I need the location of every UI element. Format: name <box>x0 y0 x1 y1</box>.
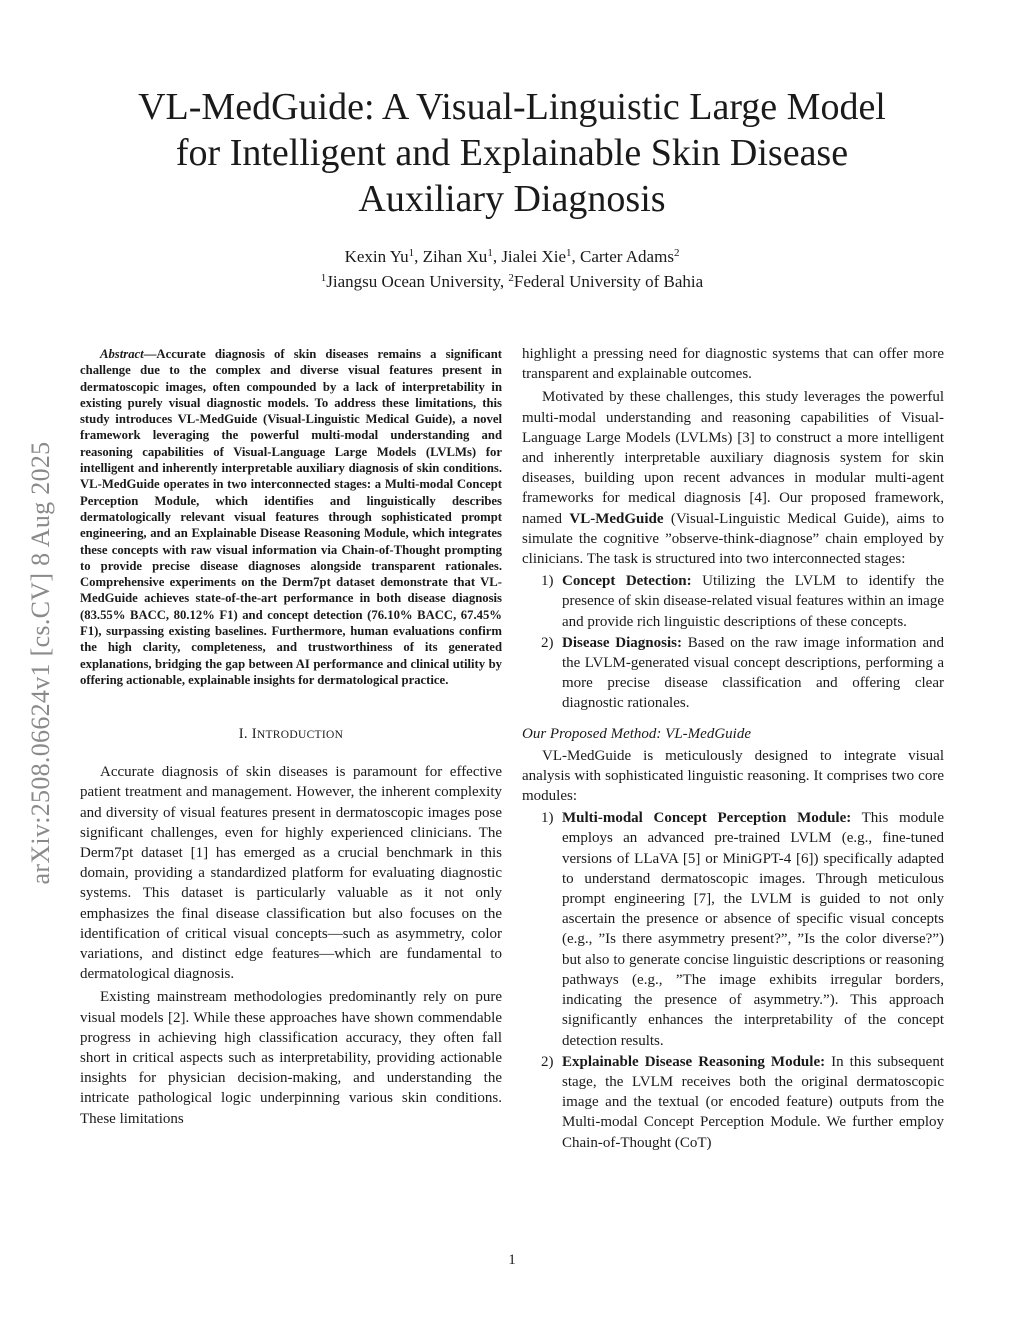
author-affil-mark: 1 <box>565 247 572 259</box>
affiliation-mark: 2 <box>508 272 514 284</box>
intro-paragraph: Accurate diagnosis of skin diseases is paramount for effective patient treatment and management. However, the inherent complexity and diversity of visual features present in dermatoscopic images pose significant challenges, even for highly experienced clinicians. The Derm7pt dataset [1] has emerged as a crucial benchmark in this domain, providing a standardized platform for evaluating diagnostic systems. This dataset is particularly valuable as it not only emphasizes the final disease classification but also focuses on the identification of critical visual concepts—such as asymmetry, color variations, and distinct edge features—which are fundamental to dermatological diagnosis. <box>80 764 502 983</box>
list-item <box>522 808 944 1050</box>
affiliation-list: $^1$Jiangsu Ocean University, $^2$Federal University of Bahia <box>320 272 704 291</box>
paper-title <box>80 84 944 222</box>
affiliation-mark: 1 <box>320 272 327 284</box>
author-name: Carter Adams <box>579 247 674 266</box>
module-list <box>522 808 944 1152</box>
abstract <box>80 346 502 688</box>
title-line: for Intelligent and Explainable Skin Disease <box>175 132 849 174</box>
title-line: VL-MedGuide: A Visual-Linguistic Large Model <box>138 86 886 128</box>
right-column <box>522 344 944 1154</box>
body-text: (Visual-Linguistic Medical Guide), aims to simulate the cognitive ”observe-think-diagnose” chain employed by clinicians. The task is structured into two interconnected stages: <box>522 510 944 568</box>
body-text: Motivated by these challenges, this study leverages the powerful multi-modal understanding and reasoning capabilities of Visual-Language Large Models (LVLMs) [3] to construct a more intelligent and inherently interpretable auxiliary diagnosis system for skin diseases, building upon recent advances in modular multi-agent frameworks for medical diagnosis [4]. Our proposed framework, named <box>522 389 944 527</box>
list-item <box>522 633 944 714</box>
stage-list <box>522 571 944 713</box>
list-item-text: Utilizing the LVLM to identify the presence of skin disease-related visual features within an image and provide rich linguistic descriptions of these concepts. <box>562 573 944 630</box>
abstract-label: Abstract <box>100 347 144 361</box>
list-item-title: Multi-modal Concept Perception Module: <box>562 810 852 827</box>
author-name: Jialei Xie <box>501 247 566 266</box>
list-item <box>522 1052 944 1153</box>
intro-paragraph: Existing mainstream methodologies predominantly rely on pure visual models [2]. While these approaches have shown commendable progress in achieving high classification accuracy, they often fall short in critical aspects such as interpretability, providing actionable insights for physician decision-making, and understanding the intricate pathological logic underpinning various skin conditions. These limitations <box>80 989 502 1127</box>
abstract-text: —Accurate diagnosis of skin diseases remains a significant challenge due to the complex and diverse visual features present in dermatoscopic images, often compounded by a lack of interpretability in existing purely visual diagnostic models. To address these limitations, this study introduces VL-MedGuide (Visual-Linguistic Medical Guide), a novel framework leveraging the powerful multi-modal understanding and reasoning capabilities of Visual-Language Large Models (LVLMs) for intelligent and inherently interpretable auxiliary diagnosis of skin conditions. VL-MedGuide operates in two interconnected stages: a Multi-modal Concept Perception Module, which identifies and linguistically describes dermatologically relevant visual features through sophisticated prompt engineering, and an Explainable Disease Reasoning Module, which integrates these concepts with raw visual information via Chain-of-Thought prompting to provide precise disease diagnoses alongside transparent rationales. Comprehensive experiments on the Derm7pt dataset demonstrate that VL-MedGuide achieves state-of-the-art performance in both disease diagnosis (83.55% BACC, 80.12% F1) and concept detection (76.10% BACC, 67.45% F1), surpassing existing baselines. Furthermore, human evaluations confirm the high clarity, completeness, and trustworthiness of its generated explanations, bridging the gap between AI performance and clinical utility by offering actionable, explainable insights for dermatological practice. <box>80 347 502 687</box>
affiliation-name: Jiangsu Ocean University <box>326 272 500 291</box>
body-paragraph: VL-MedGuide is meticulously designed to integrate visual analysis with sophisticated linguistic reasoning. It comprises two core modules: <box>522 747 944 805</box>
list-item-text: This module employs an advanced pre-trained LVLM (e.g., fine-tuned versions of LLaVA [5] or MiniGPT-4 [6]) specifically adapted to understand dermatoscopic images. Through meticulous prompt engineering [7], the LVLM is guided to not only ascertain the presence or absence of specific visual concepts (e.g., ”Is there asymmetry present?”, ”Is the color diverse?”) but also to generate concise linguistic descriptions or reasoning pathways (e.g., ”The image exhibits irregular borders, indicating the presence of asymmetry.”). This approach significantly enhances the interpretability of the concept detection results. <box>562 810 944 1049</box>
affiliation-name: Federal University of Bahia <box>513 272 704 291</box>
list-item-text: Based on the raw image information and the LVLM-generated visual concept descriptions, performing a more precise disease classification and offering clear diagnostic rationales. <box>562 634 944 712</box>
left-column <box>80 344 502 1129</box>
list-item-title: Concept Detection: <box>562 573 692 590</box>
author-name: Zihan Xu <box>422 247 488 266</box>
body-paragraph: highlight a pressing need for diagnostic systems that can offer more transparent and explainable outcomes. <box>522 346 944 383</box>
page-number: 1 <box>508 1252 516 1268</box>
author-affil-mark: 2 <box>673 247 680 259</box>
list-item <box>522 571 944 632</box>
list-item-title: Explainable Disease Reasoning Module: <box>562 1053 826 1070</box>
list-item-title: Disease Diagnosis: <box>562 634 682 651</box>
author-affil-mark: 1 <box>408 247 415 259</box>
author-list: Kexin Yu$^1$, Zihan Xu$^1$, Jialei Xie$^1$, Carter Adams$^2$ <box>344 247 680 266</box>
list-number: 2) <box>541 634 554 651</box>
author-affil-mark: 1 <box>487 247 493 259</box>
body-paragraph <box>522 387 944 569</box>
framework-name: VL-MedGuide <box>569 510 664 527</box>
list-number: 1) <box>541 573 554 590</box>
subsection-heading: Our Proposed Method: VL-MedGuide <box>522 725 751 742</box>
title-line: Auxiliary Diagnosis <box>358 178 666 220</box>
section-title-rest: NTRODUCTION <box>256 729 344 742</box>
arxiv-stamp-text: arXiv:2508.06624v1 [cs.CV] 8 Aug 2025 <box>26 441 55 885</box>
author-name: Kexin Yu <box>344 247 409 266</box>
section-title-initial: I <box>251 726 257 743</box>
list-number: 2) <box>541 1053 554 1070</box>
section-numeral: I. <box>238 726 252 743</box>
list-number: 1) <box>541 810 554 827</box>
list-item-text: In this subsequent stage, the LVLM receives both the original dermatoscopic image and the textual (or encoded feature) outputs from the Multi-modal Concept Perception Module. We further employ Chain-of-Thought (CoT) <box>562 1053 945 1151</box>
section-heading-introduction <box>80 726 502 743</box>
